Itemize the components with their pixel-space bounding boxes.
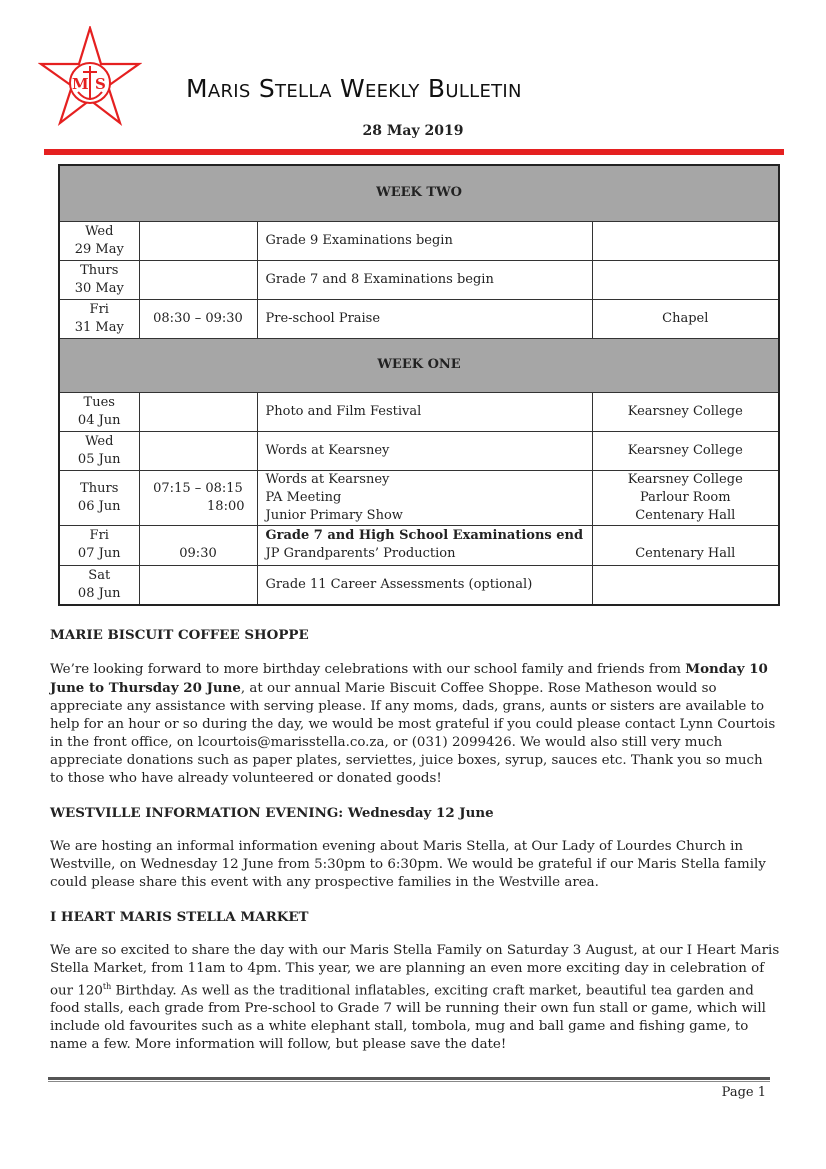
day-date: 29 May — [74, 241, 124, 257]
time-cell — [139, 470, 257, 525]
event-cell — [257, 470, 592, 525]
table-row — [59, 299, 779, 338]
day-name: Thurs — [80, 480, 119, 496]
venue-line: Parlour Room — [639, 489, 731, 505]
day-name: Thurs — [80, 262, 119, 278]
coffee-text-b: , at our annual Marie Biscuit Coffee Shoppe. Rose Matheson would so appreciate any assistance with serving please. If any moms, dads, grans, aunts or sisters are available to help for an hour or so during the day, we would be most grateful if you could please contact Lynn Courtois in the front office, on lcourtois@marisstella.co.za, or (031) 2099426. We would also still very much appreciate donations such as paper plates, serviettes, juice boxes, syrup, sauces etc. Thank you so much to those who have already volunteered or donated goods! — [50, 681, 776, 786]
day-date: 30 May — [74, 280, 124, 296]
day-date: 05 Jun — [77, 451, 121, 467]
event-cell: Grade 11 Career Assessments (optional) — [257, 565, 592, 605]
venue-line: Kearsney College — [627, 471, 743, 487]
day-cell — [59, 299, 139, 338]
venue-cell: Kearsney College — [592, 431, 779, 470]
schedule-table — [58, 164, 780, 606]
day-date: 08 Jun — [77, 585, 121, 601]
event-line: JP Grandparents’ Production — [265, 546, 456, 561]
footer-divider — [48, 1077, 770, 1080]
day-cell — [59, 431, 139, 470]
day-name: Sat — [88, 567, 111, 583]
day-cell — [59, 221, 139, 260]
event-cell — [257, 525, 592, 565]
table-row — [59, 392, 779, 431]
header-divider — [44, 149, 784, 155]
svg-text:M: M — [72, 75, 89, 93]
day-date: 07 Jun — [77, 546, 121, 561]
day-name: Fri — [89, 301, 109, 317]
venue-line: Centenary Hall — [635, 507, 736, 523]
event-cell: Words at Kearsney — [257, 431, 592, 470]
market-heading: I HEART MARIS STELLA MARKET — [50, 909, 309, 925]
time-value: 09:30 — [179, 546, 217, 561]
venue-cell — [592, 470, 779, 525]
westville-paragraph: We are hosting an informal information evening about Maris Stella, at Our Lady of Lourdes Church in Westville, on Wednesday 12 June from 5:30pm to 6:30pm. We would be grateful if our Maris Stella family could please share this event with any prospective families in the Westville area. — [50, 839, 766, 890]
market-text-b: Birthday. As well as the traditional inflatables, exciting craft market, beautiful tea garden and food stalls, each grade from Pre-school to Grade 7 will be running their own fun stall or game, which will include old favourites such as a white elephant stall, tombola, mug and ball game and fishing game, to name a few. More information will follow, but please save the date! — [50, 983, 766, 1053]
week-one-header-row — [59, 338, 779, 392]
time-cell — [139, 565, 257, 605]
time-cell — [139, 431, 257, 470]
day-name: Fri — [89, 528, 109, 543]
school-logo-star — [38, 26, 142, 130]
event-line: PA Meeting — [265, 489, 342, 505]
table-row — [59, 260, 779, 299]
day-date: 04 Jun — [77, 412, 121, 428]
time-cell — [139, 392, 257, 431]
westville-heading: WESTVILLE INFORMATION EVENING: Wednesday 12 June — [50, 805, 494, 821]
event-cell: Grade 9 Examinations begin — [257, 221, 592, 260]
market-text-a: We are so excited to share the day with our Maris Stella Family on Saturday 3 August, at our I Heart Maris Stella Market, from 11am to 4pm. This year, we are planning an even more exciting day in celebration of our 120 — [50, 943, 780, 999]
day-name: Wed — [85, 433, 114, 449]
table-row — [59, 470, 779, 525]
bulletin-body — [50, 626, 780, 1070]
time-cell — [139, 260, 257, 299]
table-row — [59, 431, 779, 470]
venue-cell — [592, 525, 779, 565]
day-cell — [59, 565, 139, 605]
event-line-bold: Grade 7 and High School Examinations end — [265, 528, 584, 543]
day-cell — [59, 470, 139, 525]
svg-text:S: S — [95, 75, 106, 93]
market-superscript: th — [102, 982, 112, 991]
day-date: 31 May — [74, 319, 124, 335]
event-line: Junior Primary Show — [265, 507, 403, 523]
week-two-header-row — [59, 165, 779, 221]
time-start: 07:15 – 08:15 — [153, 480, 243, 496]
week-two-label: WEEK TWO — [59, 165, 779, 221]
venue-cell — [592, 565, 779, 605]
day-date: 06 Jun — [77, 498, 121, 514]
footer-divider-thin — [48, 1081, 770, 1082]
day-cell — [59, 525, 139, 565]
day-name: Tues — [83, 394, 115, 410]
coffee-paragraph — [50, 660, 780, 788]
event-cell: Photo and Film Festival — [257, 392, 592, 431]
coffee-dates: Monday 10 June to Thursday 20 June — [50, 661, 768, 696]
venue-cell: Chapel — [592, 299, 779, 338]
time-second: 18:00 — [207, 498, 245, 514]
bulletin-date: 28 May 2019 — [362, 123, 464, 139]
coffee-heading: MARIE BISCUIT COFFEE SHOPPE — [50, 627, 309, 643]
table-row — [59, 525, 779, 565]
venue-cell — [592, 221, 779, 260]
event-cell: Grade 7 and 8 Examinations begin — [257, 260, 592, 299]
page-number: Page 1 — [721, 1085, 766, 1100]
venue-cell — [592, 260, 779, 299]
table-row — [59, 565, 779, 605]
week-one-label: WEEK ONE — [59, 338, 779, 392]
venue-cell: Kearsney College — [592, 392, 779, 431]
day-cell — [59, 392, 139, 431]
time-cell — [139, 221, 257, 260]
bulletin-title: Maris Stella Weekly Bulletin — [186, 74, 522, 103]
coffee-text-a: We’re looking forward to more birthday celebrations with our school family and friends from — [50, 662, 686, 677]
table-row — [59, 221, 779, 260]
time-cell — [139, 525, 257, 565]
market-paragraph — [50, 942, 780, 1054]
venue-line: Centenary Hall — [635, 546, 736, 561]
time-cell: 08:30 – 09:30 — [139, 299, 257, 338]
day-name: Wed — [85, 223, 114, 239]
event-cell: Pre-school Praise — [257, 299, 592, 338]
day-cell — [59, 260, 139, 299]
event-line: Words at Kearsney — [265, 471, 390, 487]
